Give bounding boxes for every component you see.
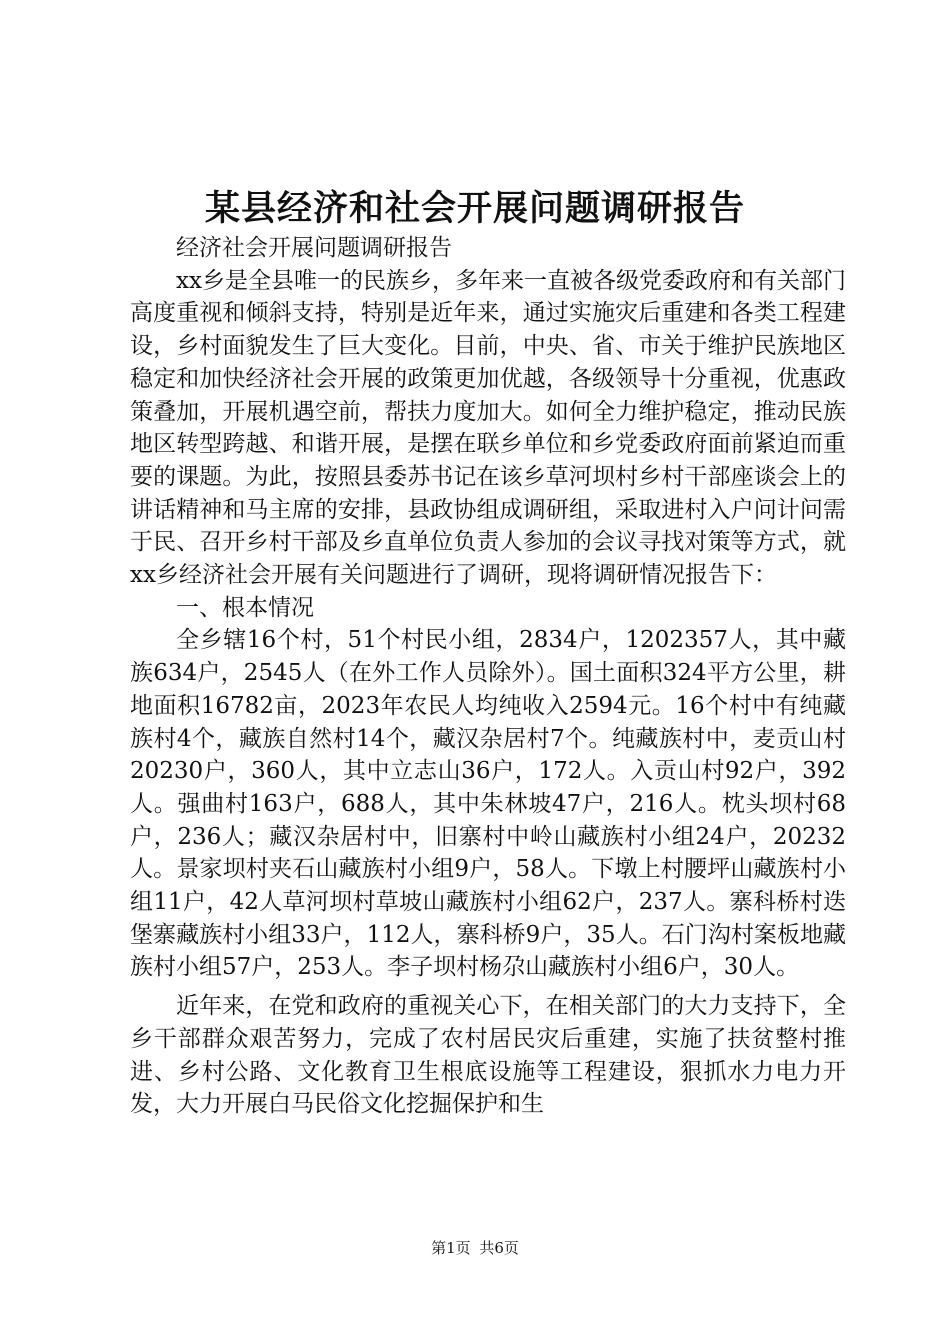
page-number: 第1页 <box>431 1239 471 1257</box>
section-heading: 一、根本情况 <box>176 594 314 621</box>
subtitle-paragraph: 经济社会开展问题调研报告 <box>176 235 452 261</box>
document-title: 某县经济和社会开展问题调研报告 <box>204 188 745 229</box>
page-total: 共6页 <box>479 1239 519 1257</box>
recent-years-paragraph: 近年来，在党和政府的重视关心下，在相关部门的大力支持下，全乡干部群众艰苦努力，完成了农村居民灾后重建，实施了扶贫整村推进、乡村公路、文化教育卫生根底设施等工程建设，狠抓水力电力开发，大力开展白马民俗文化挖掘保护和生 <box>130 993 846 1118</box>
document-body <box>130 232 846 1121</box>
intro-paragraph: xx乡是全县唯一的民族乡，多年来一直被各级党委政府和有关部门高度重视和倾斜支持，特别是近年来，通过实施灾后重建和各类工程建设，乡村面貌发生了巨大变化。目前，中央、省、市关于维护民族地区稳定和加快经济社会开展的政策更加优越，各级领导十分重视，优惠政策叠加，开展机遇空前，帮扶力度加大。如何全力维护稳定，推动民族地区转型跨越、和谐开展，是摆在联乡单位和乡党委政府面前紧迫而重要的课题。为此，按照县委苏书记在该乡草河坝村乡村干部座谈会上的讲话精神和马主席的安排，县政协组成调研组，采取进村入户问计问需于民、召开乡村干部及乡直单位负责人参加的会议寻找对策等方式，就xx乡经济社会开展有关问题进行了调研，现将调研情况报告下： <box>130 267 846 589</box>
basic-info-paragraph: 全乡辖16个村，51个村民小组，2834户，1202357人，其中藏族634户，2545人（在外工作人员除外）。国土面积324平方公里，耕地面积16782亩，2023年农民人均纯收入2594元。16个村中有纯藏族村4个，藏族自然村14个，藏汉杂居村7个。纯藏族村中，麦贡山村20230户，360人，其中立志山36户，172人。入贡山村92户，392人。强曲村163户，688人，其中朱林坡47户，216人。枕头坝村68户，236人；藏汉杂居村中，旧寨村中岭山藏族村小组24户，20232人。景家坝村夹石山藏族村小组9户，58人。下墩上村腰坪山藏族村小组11户，42人草河坝村草坡山藏族村小组62户，237人。寨科桥村迭堡寨藏族村小组33户，112人，寨科桥9户，35人。石门沟村案板地藏族村小组57户，253人。李子坝村杨尕山藏族村小组6户，30人。 <box>130 627 846 981</box>
page-footer <box>0 1238 950 1258</box>
